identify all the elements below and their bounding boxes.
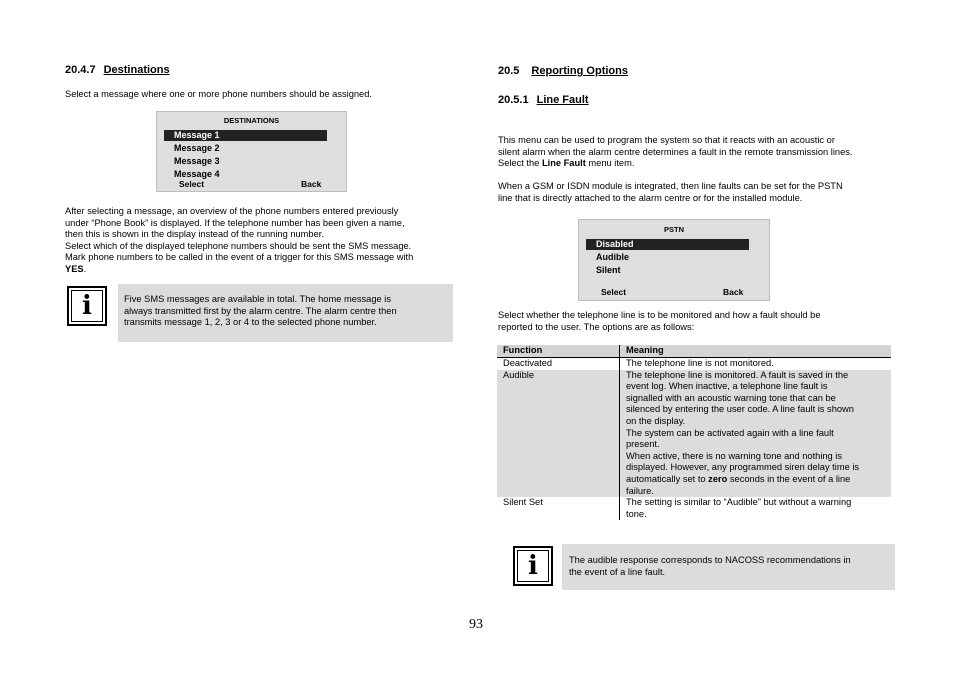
note-line: transmits message 1, 2, 3 or 4 to the selected phone number.	[124, 317, 377, 328]
meaning-line: The telephone line is not monitored.	[626, 358, 774, 368]
note-line: The audible response corresponds to NACOSS recommendations in	[569, 555, 851, 565]
info-icon-letter: i	[71, 290, 103, 322]
text-fragment: automatically set to	[626, 473, 709, 484]
info-icon	[67, 286, 107, 326]
info-note-nacoss	[562, 544, 895, 590]
info-icon-container	[510, 543, 556, 589]
table-cell-function: Silent Set	[497, 497, 620, 520]
paragraph-line: After selecting a message, an overview of the phone numbers entered previously	[65, 206, 399, 216]
info-icon	[513, 546, 553, 586]
info-icon-letter: i	[517, 550, 549, 582]
table-cell-function: Deactivated	[497, 358, 620, 370]
note-line: Five SMS messages are available in total. The home message is	[124, 294, 391, 304]
text-fragment: Select the	[498, 158, 542, 169]
meaning-line: displayed. However, any programmed siren delay time is	[626, 462, 860, 473]
meaning-line: The setting is similar to “Audible” but without a warning	[626, 497, 852, 508]
subsection-title: Line Fault	[536, 94, 589, 106]
lcd-item-audible[interactable]: Audible	[596, 252, 629, 262]
meaning-line	[626, 474, 885, 486]
paragraph-line: When a GSM or ISDN module is integrated, then line faults can be set for the PSTN	[498, 181, 843, 191]
line-fault-paragraph-3	[498, 310, 898, 333]
paragraph-line: Select which of the displayed telephone numbers should be sent the SMS message.	[65, 240, 412, 251]
table-header-meaning: Meaning	[620, 345, 892, 358]
lcd-select-softkey[interactable]: Select	[179, 179, 205, 189]
info-icon-container	[65, 284, 109, 328]
meaning-line: tone.	[626, 508, 647, 519]
lcd-item-message-2[interactable]: Message 2	[174, 143, 220, 153]
line-fault-paragraph-1	[498, 135, 898, 170]
table-header-function: Function	[497, 345, 620, 358]
meaning-line: silenced by entering the user code. A line fault is shown	[626, 404, 854, 415]
paragraph-line: This menu can be used to program the system so that it reacts with an acoustic or	[498, 135, 835, 145]
section-number: 20.4.7	[65, 64, 96, 76]
table-row	[497, 358, 891, 370]
destinations-lcd-display	[156, 111, 347, 192]
table-cell-function: Audible	[497, 370, 620, 498]
meaning-line: failure.	[626, 485, 654, 496]
paragraph-line: line that is directly attached to the alarm centre or for the installed module.	[498, 192, 803, 203]
line-fault-paragraph-2	[498, 181, 898, 204]
section-heading-destinations	[65, 64, 170, 76]
paragraph-line: Mark phone numbers to be called in the event of a trigger for this SMS message with	[65, 252, 414, 263]
meaning-line: event log. When inactive, a telephone line fault is	[626, 381, 828, 392]
paragraph-end: .	[83, 263, 87, 274]
table-cell-meaning	[620, 497, 892, 520]
lcd-title: DESTINATIONS	[223, 116, 280, 125]
text-fragment: seconds in the event of a line	[727, 473, 851, 484]
lcd-item-disabled[interactable]: Disabled	[586, 239, 749, 250]
table-header-row	[497, 345, 891, 358]
lcd-item-message-1[interactable]: Message 1	[164, 130, 327, 141]
table-row	[497, 370, 891, 498]
lcd-title: PSTN	[663, 225, 684, 234]
meaning-line: signalled with an acoustic warning tone that can be	[626, 392, 836, 403]
table-cell-meaning	[620, 358, 892, 370]
paragraph-line: under “Phone Book” is displayed. If the telephone number has been given a name,	[65, 217, 405, 228]
section-number: 20.5	[498, 65, 520, 77]
paragraph-line: then this is shown in the display instead of the running number.	[65, 229, 324, 240]
pstn-lcd-display	[578, 219, 770, 301]
paragraph-line: silent alarm when the alarm centre determines a fault in the remote transmission lines.	[498, 146, 853, 157]
section-heading-reporting-options	[498, 65, 628, 77]
bold-yes: YES	[65, 263, 84, 274]
meaning-line: on the display.	[626, 415, 686, 426]
lcd-item-message-3[interactable]: Message 3	[174, 156, 220, 166]
paragraph-line	[498, 158, 898, 170]
function-table	[497, 345, 891, 520]
section-title: Reporting Options	[531, 65, 628, 77]
info-note-sms	[118, 284, 453, 342]
lcd-item-message-4[interactable]: Message 4	[174, 169, 220, 179]
meaning-line: The system can be activated again with a line fault	[626, 427, 834, 438]
paragraph-line: reported to the user. The options are as follows:	[498, 321, 695, 332]
lcd-item-silent[interactable]: Silent	[596, 265, 621, 275]
meaning-line: When active, there is no warning tone and nothing is	[626, 450, 843, 461]
table-row	[497, 497, 891, 520]
destinations-intro: Select a message where one or more phone numbers should be assigned.	[65, 89, 372, 99]
lcd-back-softkey[interactable]: Back	[723, 287, 744, 297]
subsection-heading-line-fault	[498, 94, 589, 106]
text-fragment: menu item.	[585, 158, 635, 169]
destinations-paragraph	[65, 206, 465, 276]
note-line: the event of a line fault.	[569, 566, 666, 577]
paragraph-line	[65, 264, 465, 276]
bold-zero: zero	[708, 473, 728, 484]
note-line: always transmitted first by the alarm centre. The alarm centre then	[124, 305, 397, 316]
table-cell-meaning	[620, 370, 892, 498]
paragraph-line: Select whether the telephone line is to be monitored and how a fault should be	[498, 310, 821, 320]
meaning-line: present.	[626, 439, 660, 450]
bold-line-fault: Line Fault	[541, 158, 586, 169]
meaning-line: The telephone line is monitored. A fault is saved in the	[626, 369, 849, 380]
lcd-select-softkey[interactable]: Select	[601, 287, 627, 297]
subsection-number: 20.5.1	[498, 94, 529, 106]
lcd-back-softkey[interactable]: Back	[301, 179, 322, 189]
page-number: 93	[469, 617, 483, 632]
section-title: Destinations	[103, 64, 170, 76]
